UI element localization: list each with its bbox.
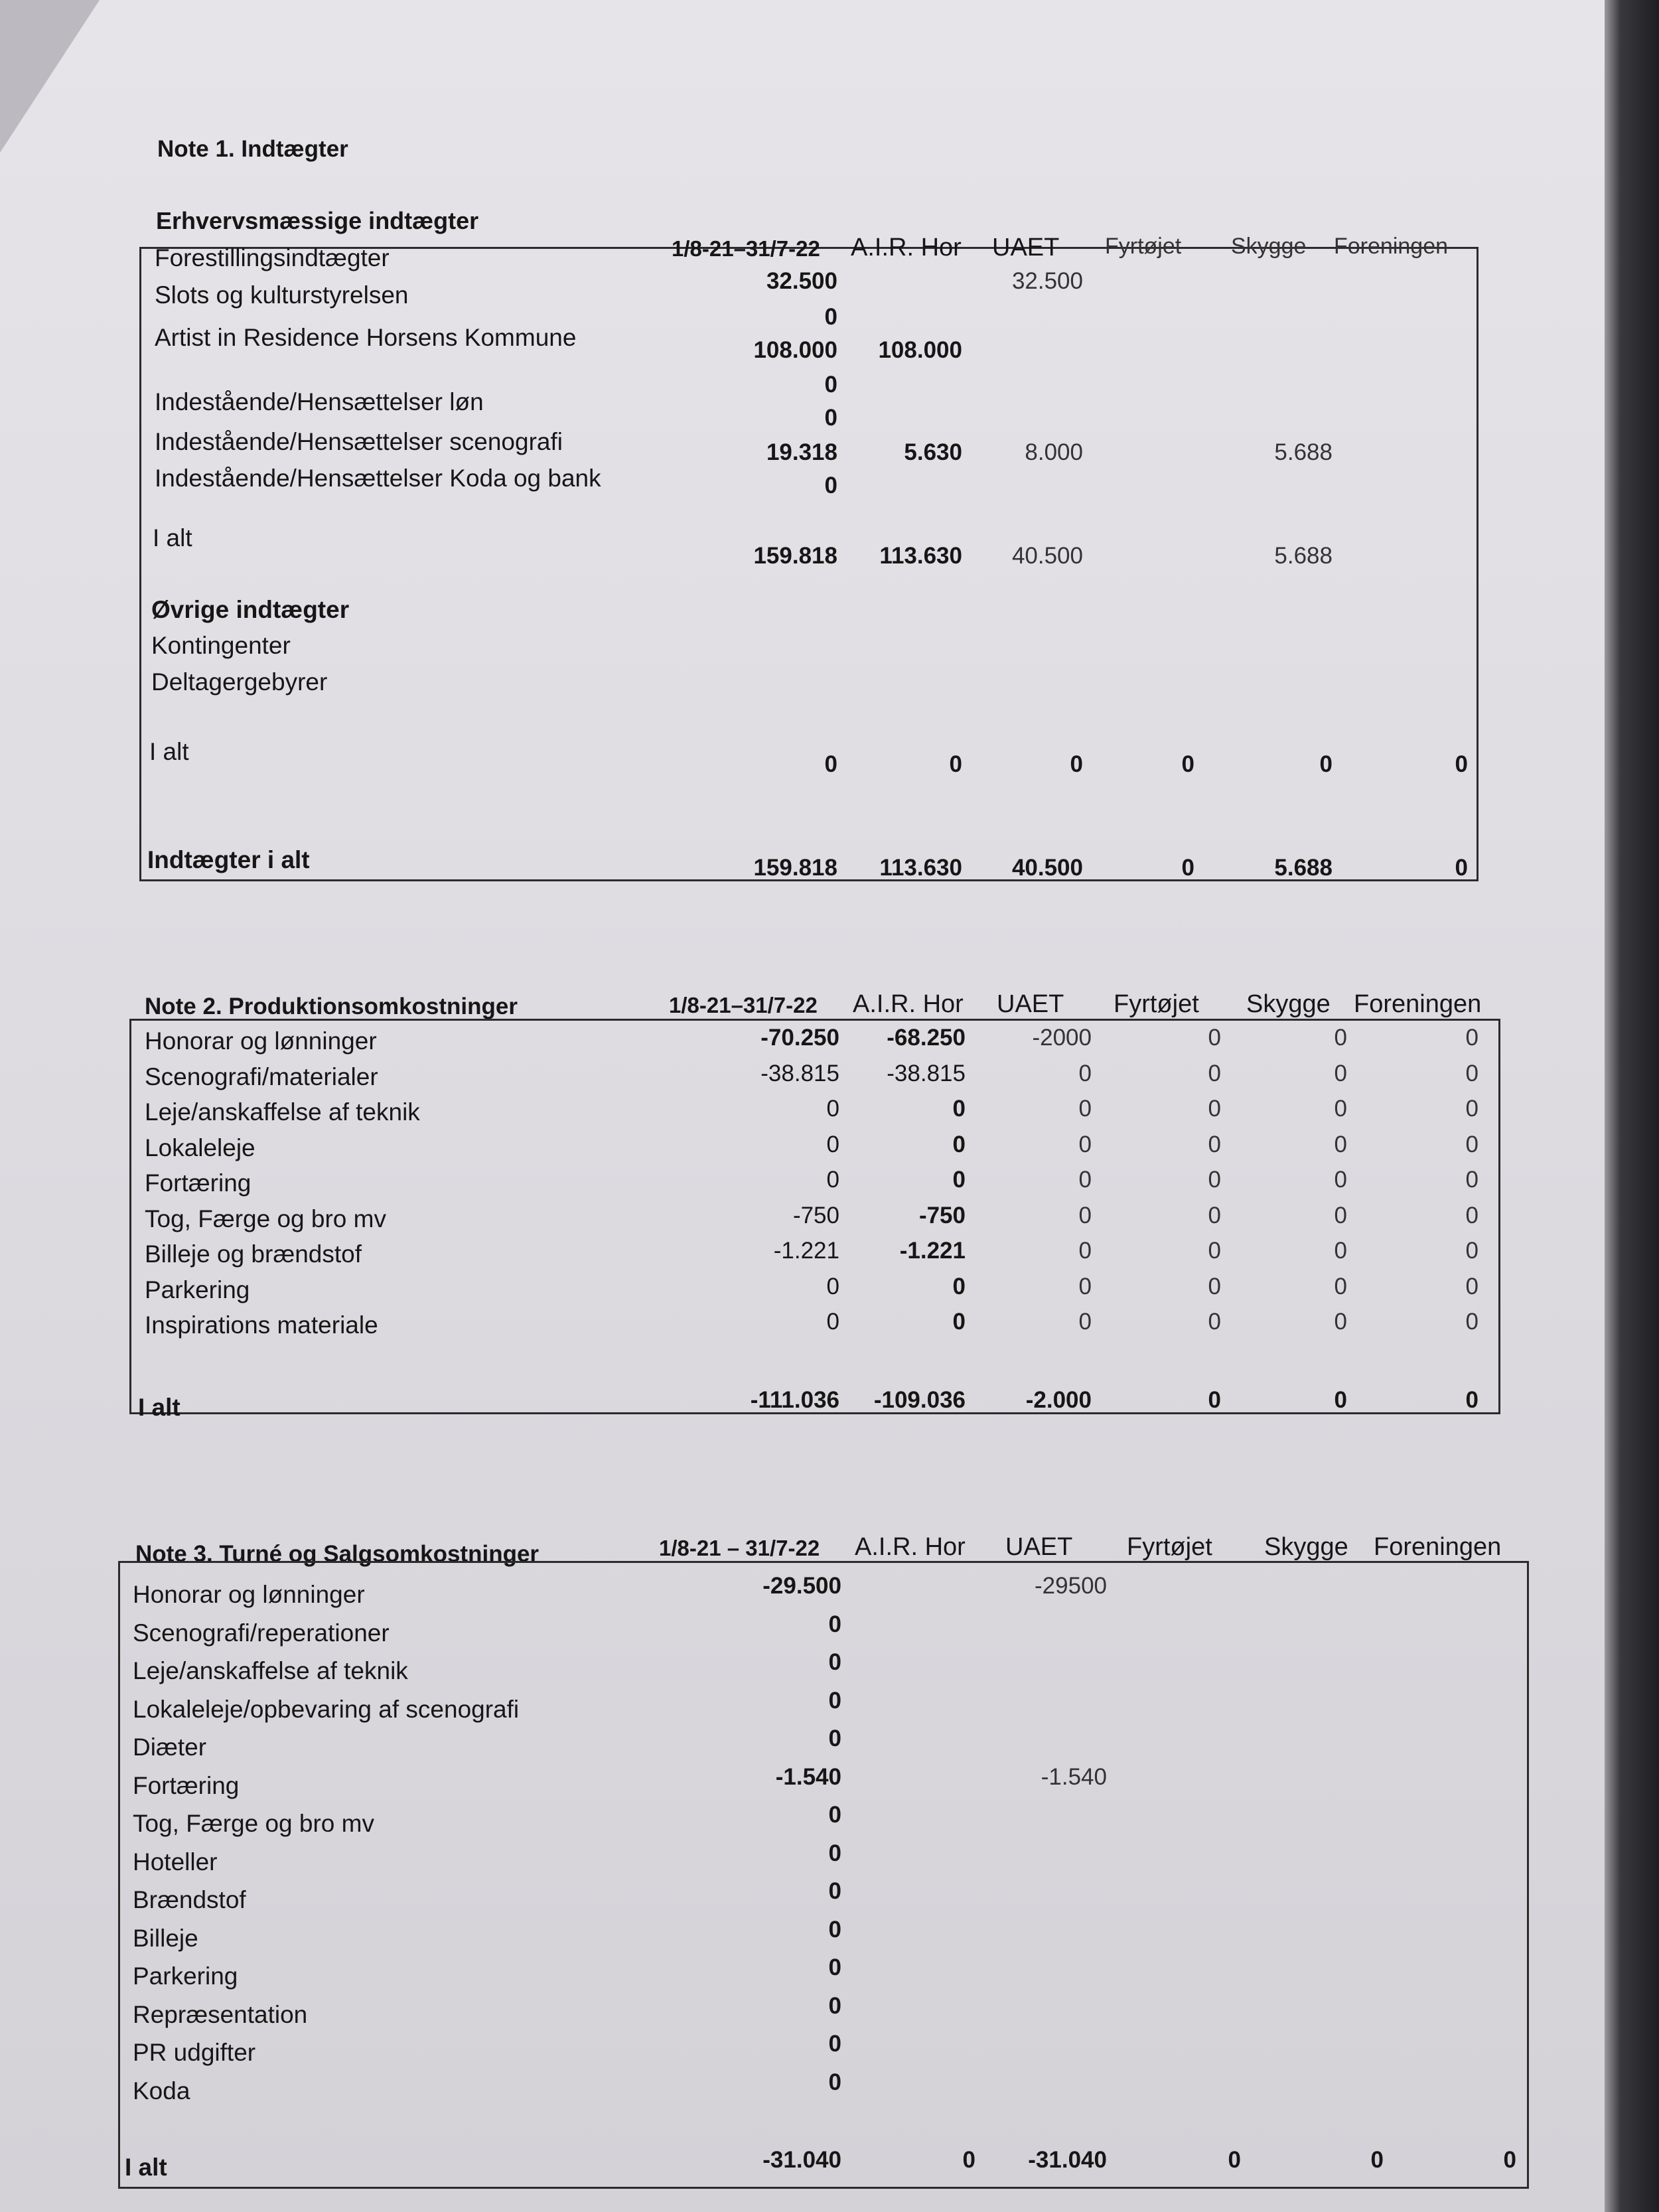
note1-cell: 32.500 — [1011, 268, 1083, 294]
note1-cell: 0 — [1319, 751, 1333, 777]
note1-cell: 5.688 — [1274, 855, 1333, 881]
note2-row-label: Billeje og brændstof — [145, 1240, 362, 1268]
note3-title: Note 3. Turné og Salgsomkostninger — [135, 1541, 540, 1567]
note3-cell: -29.500 — [762, 1573, 841, 1599]
background-edge — [1599, 0, 1659, 2212]
note2-cell: 0 — [952, 1273, 966, 1299]
note2-cell: 0 — [1334, 1273, 1347, 1299]
note2-cell: 0 — [952, 1096, 966, 1122]
note3-cell: 0 — [828, 1687, 841, 1714]
note1-cell: 0 — [824, 405, 837, 431]
note3-cell: 0 — [828, 1649, 841, 1675]
note2-cell: 0 — [1334, 1025, 1347, 1051]
note2-cell: 0 — [826, 1273, 839, 1299]
note2-cell: 0 — [826, 1131, 839, 1157]
note2-cell: 0 — [1465, 1309, 1479, 1335]
note1-col-header: Skygge — [1231, 234, 1307, 259]
note2-row-label: Lokaleleje — [145, 1134, 255, 1161]
note3-row-label: Fortæring — [133, 1771, 240, 1799]
note2-cell: 0 — [1078, 1060, 1092, 1086]
note2-title: Note 2. Produktionsomkostninger — [145, 994, 518, 1019]
note1-section-heading: Erhvervsmæssige indtægter — [156, 207, 479, 234]
note1-row-label: Indestående/Hensættelser scenografi — [155, 428, 563, 455]
note1-cell: 113.630 — [879, 543, 962, 569]
note2-cell: 0 — [1465, 1273, 1479, 1299]
note2-cell: 0 — [1078, 1131, 1092, 1157]
note2-col-header: UAET — [997, 990, 1064, 1018]
note3-col-header: Foreningen — [1374, 1533, 1502, 1561]
note1-row-label: Indestående/Hensættelser løn — [155, 388, 484, 415]
note3-col-header: UAET — [1005, 1533, 1073, 1561]
note2-cell: 0 — [1208, 1060, 1221, 1086]
note2-cell: 0 — [1078, 1167, 1092, 1193]
note3-row-label: Honorar og lønninger — [133, 1581, 365, 1608]
note1-col-header: A.I.R. Hor — [851, 234, 962, 261]
note1-cell: 0 — [1455, 751, 1468, 777]
note1-other-row-label: Deltagergebyrer — [151, 668, 328, 696]
note2-cell: 0 — [1465, 1387, 1479, 1413]
note1-row-label: Slots og kulturstyrelsen — [155, 281, 409, 309]
note1-cell: 108.000 — [753, 337, 837, 363]
note3-cell: 0 — [828, 1954, 841, 1980]
note2-row-label: Inspirations materiale — [145, 1311, 378, 1339]
note3-row-label: Repræsentation — [133, 2000, 308, 2028]
note2-cell: 0 — [1465, 1238, 1479, 1264]
note2-cell: 0 — [1465, 1025, 1479, 1051]
note1-cell: 0 — [824, 372, 837, 398]
note2-cell: -750 — [792, 1202, 839, 1228]
note3-cell: 0 — [828, 1726, 841, 1751]
note1-col-header: 1/8-21–31/7-22 — [672, 236, 820, 261]
note2-cell: 0 — [1208, 1167, 1221, 1193]
note1-cell: 19.318 — [766, 439, 837, 465]
note3-row-label: PR udgifter — [133, 2039, 256, 2066]
note2-cell: -109.036 — [873, 1387, 966, 1413]
note2-cell: 0 — [1334, 1060, 1347, 1086]
note1-cell: 40.500 — [1011, 855, 1083, 881]
note1-other-heading: Øvrige indtægter — [151, 596, 350, 623]
note1-cell: 8.000 — [1025, 439, 1083, 465]
note2-cell: 0 — [1334, 1096, 1347, 1122]
note2-row-label: Tog, Færge og bro mv — [145, 1205, 386, 1232]
note2-cell: 0 — [1208, 1025, 1221, 1051]
note3-row-label: Leje/anskaffelse af teknik — [133, 1657, 408, 1684]
note1-other-row-label: Kontingenter — [151, 632, 291, 659]
note2-cell: 0 — [1208, 1273, 1221, 1299]
note2-cell: 0 — [952, 1167, 966, 1193]
note2-cell: -2000 — [1032, 1025, 1092, 1051]
note2-cell: 0 — [1208, 1238, 1221, 1264]
note1-cell: 5.630 — [904, 439, 962, 465]
folded-corner — [0, 0, 100, 153]
note2-cell: 0 — [1334, 1131, 1347, 1157]
note1-cell: 0 — [1181, 751, 1194, 777]
note1-title: Note 1. Indtægter — [157, 136, 348, 162]
note3-col-header: A.I.R. Hor — [855, 1533, 966, 1561]
note2-cell: 0 — [1208, 1131, 1221, 1157]
note2-col-header: Foreningen — [1354, 990, 1482, 1018]
note3-col-header: 1/8-21 – 31/7-22 — [659, 1536, 820, 1560]
note3-row-label: Hoteller — [133, 1848, 218, 1876]
note3-cell: 0 — [962, 2147, 975, 2173]
note2-cell: 0 — [1465, 1096, 1479, 1122]
note2-cell: 0 — [1334, 1387, 1347, 1413]
note3-row-label: Parkering — [133, 1962, 238, 1990]
note2-cell: -70.250 — [760, 1025, 839, 1051]
note1-cell: 0 — [1455, 855, 1468, 881]
note2-cell: 0 — [1078, 1238, 1092, 1264]
note3-cell: -31.040 — [762, 2147, 841, 2173]
note3-cell: 0 — [828, 1916, 841, 1943]
note2-col-header: A.I.R. Hor — [853, 990, 964, 1018]
note3-row-label: Scenografi/reperationer — [133, 1619, 390, 1647]
note2-cell: 0 — [1334, 1309, 1347, 1335]
note2-row-label: Parkering — [145, 1276, 250, 1303]
note1-row-label: Forestillingsindtægter — [155, 244, 390, 271]
note3-cell: 0 — [1228, 2147, 1241, 2173]
note2-cell: 0 — [826, 1309, 839, 1335]
note2-cell: 0 — [952, 1131, 966, 1157]
note2-cell: 0 — [1208, 1309, 1221, 1335]
note1-cell: 0 — [1181, 855, 1194, 881]
note3-cell: 0 — [828, 1840, 841, 1866]
note1-cell: 5.688 — [1274, 439, 1333, 465]
note2-cell: 0 — [826, 1096, 839, 1122]
note2-cell: 0 — [1334, 1238, 1347, 1264]
note3-row-label: Tog, Færge og bro mv — [133, 1810, 374, 1837]
note2-cell: 0 — [826, 1167, 839, 1193]
note1-cell: 0 — [824, 473, 837, 498]
note2-cell: 0 — [952, 1309, 966, 1335]
note2-row-label: Leje/anskaffelse af teknik — [145, 1098, 420, 1126]
note1-cell: 0 — [1070, 751, 1083, 777]
note3-row-label: Billeje — [133, 1924, 198, 1952]
note2-cell: -68.250 — [887, 1025, 966, 1051]
note2-cell: -38.815 — [887, 1060, 966, 1086]
note1-cell: 159.818 — [753, 855, 837, 881]
note1-other-total-label: I alt — [149, 738, 189, 765]
note2-cell: 0 — [1465, 1131, 1479, 1157]
note3-cell: 0 — [828, 1611, 841, 1637]
note2-row-label: Honorar og lønninger — [145, 1027, 377, 1055]
note1-cell: 159.818 — [753, 543, 837, 569]
note2-cell: 0 — [1208, 1202, 1221, 1228]
note1-col-header: UAET — [992, 234, 1060, 261]
note3-row-label: Lokaleleje/opbevaring af scenografi — [133, 1695, 520, 1723]
note3-cell: 0 — [828, 2031, 841, 2057]
note1-cell: 113.630 — [879, 855, 962, 881]
note3-cell: -31.040 — [1028, 2147, 1107, 2173]
note2-col-header: 1/8-21–31/7-22 — [669, 993, 818, 1017]
note1-grand-total-label: Indtægter i alt — [147, 846, 310, 873]
note2-cell: 0 — [1078, 1273, 1092, 1299]
note2-cell: -1.221 — [899, 1238, 966, 1264]
note3-col-header: Skygge — [1264, 1533, 1348, 1561]
note1-cell: 0 — [824, 304, 837, 330]
note2-cell: -2.000 — [1025, 1387, 1092, 1413]
note1-row-label: Indestående/Hensættelser Koda og bank — [155, 465, 601, 492]
note3-row-label: Brændstof — [133, 1886, 246, 1913]
note2-row-label: Fortæring — [145, 1169, 252, 1197]
note2-cell: -750 — [918, 1202, 966, 1228]
note3-cell: 0 — [1503, 2147, 1516, 2173]
note2-cell: 0 — [1078, 1309, 1092, 1335]
note3-total-label: I alt — [125, 2154, 167, 2181]
note1-cell: 32.500 — [766, 268, 837, 294]
note2-col-header: Fyrtøjet — [1114, 990, 1199, 1018]
note3-cell: 0 — [828, 1878, 841, 1904]
note1-row-label: Artist in Residence Horsens Kommune — [155, 324, 577, 351]
note2-cell: 0 — [1334, 1202, 1347, 1228]
note2-col-header: Skygge — [1246, 990, 1331, 1018]
note2-cell: -1.221 — [773, 1238, 839, 1264]
note2-cell: -38.815 — [760, 1060, 839, 1086]
note1-col-header: Fyrtøjet — [1105, 234, 1182, 259]
note2-cell: 0 — [1334, 1167, 1347, 1193]
note2-cell: 0 — [1465, 1060, 1479, 1086]
note2-row-label: Scenografi/materialer — [145, 1063, 378, 1090]
note2-cell: -111.036 — [750, 1387, 839, 1413]
note2-cell: 0 — [1465, 1167, 1479, 1193]
note3-cell: 0 — [1370, 2147, 1384, 2173]
note3-row-label: Diæter — [133, 1733, 207, 1761]
note3-col-header: Fyrtøjet — [1127, 1533, 1212, 1561]
note1-cell: 0 — [824, 751, 837, 777]
note2-cell: 0 — [1465, 1202, 1479, 1228]
note1-cell: 0 — [949, 751, 962, 777]
note3-cell: -29500 — [1035, 1573, 1107, 1599]
note3-cell: -1.540 — [1041, 1763, 1107, 1790]
note3-cell: 0 — [828, 1802, 841, 1828]
note3-cell: 0 — [828, 1992, 841, 2019]
note2-cell: 0 — [1208, 1096, 1221, 1122]
note3-cell: 0 — [828, 2069, 841, 2095]
note3-cell: -1.540 — [775, 1763, 841, 1790]
note1-cell: 40.500 — [1011, 543, 1083, 569]
note1-cell: 5.688 — [1274, 543, 1333, 569]
note1-col-header: Foreningen — [1334, 234, 1449, 259]
note3-row-label: Koda — [133, 2077, 190, 2104]
note1-subtotal-label: I alt — [153, 524, 192, 552]
note2-cell: 0 — [1078, 1202, 1092, 1228]
note2-cell: 0 — [1078, 1096, 1092, 1122]
note2-cell: 0 — [1208, 1387, 1221, 1413]
note2-total-label: I alt — [138, 1394, 180, 1421]
note1-cell: 108.000 — [878, 337, 962, 363]
